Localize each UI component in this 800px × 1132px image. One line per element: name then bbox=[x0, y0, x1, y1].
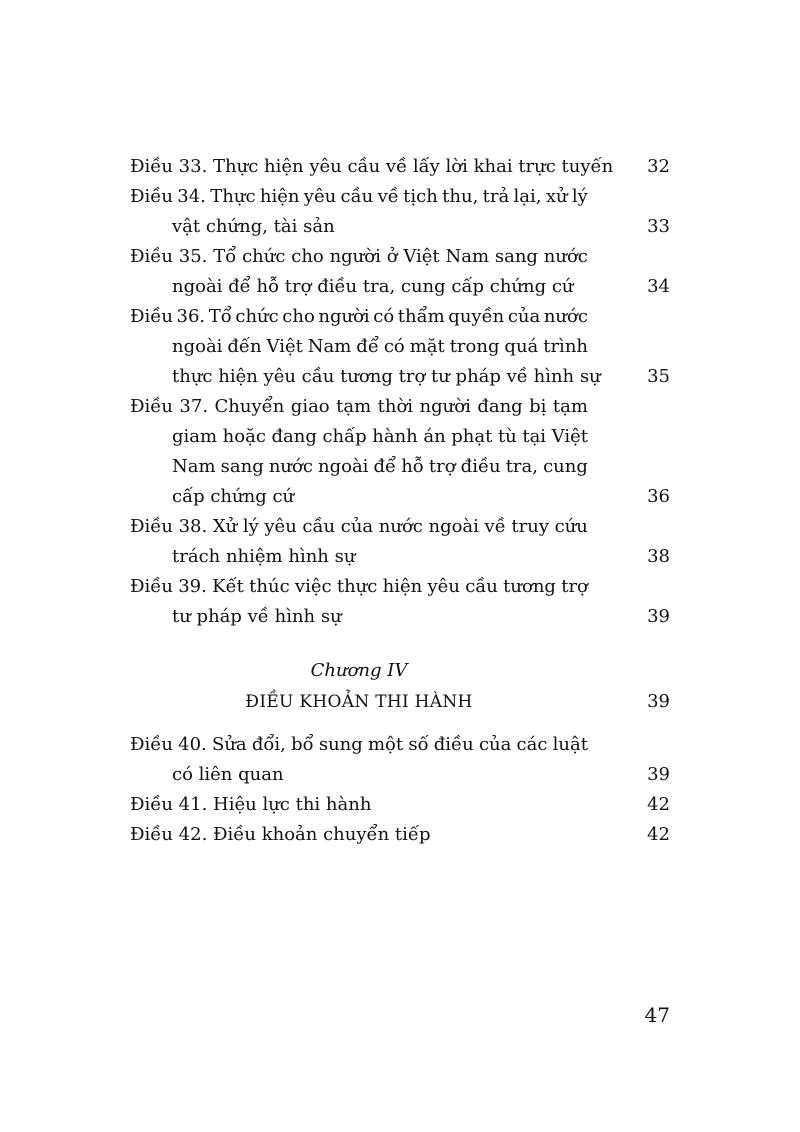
toc-entry-page-number: 39 bbox=[647, 764, 670, 785]
toc-entry-title-line bbox=[130, 392, 670, 422]
toc-entry-text: Điều 33. Thực hiện yêu cầu về lấy lời khai trực tuyến bbox=[130, 156, 614, 177]
toc-entry-continuation-line bbox=[130, 602, 670, 632]
chapter-label: Chương IV bbox=[310, 660, 408, 681]
toc-entry[interactable] bbox=[130, 182, 670, 242]
toc-entry-text: Điều 42. Điều khoản chuyển tiếp bbox=[130, 824, 431, 845]
toc-entry-text: Điều 38. Xử lý yêu cầu của nước ngoài về truy cứu bbox=[130, 516, 588, 537]
toc-entry[interactable] bbox=[130, 572, 670, 632]
toc-entry-title-line bbox=[130, 182, 670, 212]
toc-entry-title-line bbox=[130, 242, 670, 272]
toc-entry-continuation-line bbox=[130, 362, 670, 392]
toc-entry-text: cấp chứng cứ bbox=[172, 486, 295, 507]
toc-entry-text: Điều 39. Kết thúc việc thực hiện yêu cầu tương trợ bbox=[130, 576, 588, 597]
toc-entry-text: Nam sang nước ngoài để hỗ trợ điều tra, cung bbox=[172, 456, 588, 477]
toc-entry-continuation-line bbox=[130, 212, 670, 242]
toc-entry-page-number: 35 bbox=[647, 366, 670, 387]
page-number: 47 bbox=[644, 1003, 670, 1027]
toc-entry-title-line bbox=[130, 820, 670, 850]
toc-entry[interactable] bbox=[130, 730, 670, 790]
toc-entry-page-number: 36 bbox=[647, 486, 670, 507]
toc-entry-title-line bbox=[130, 152, 670, 182]
toc-entry-continuation-line bbox=[130, 482, 670, 512]
toc-entry[interactable] bbox=[130, 820, 670, 850]
toc-entry-continuation-line bbox=[130, 542, 670, 572]
toc-entry-page-number: 42 bbox=[647, 794, 670, 815]
toc-entry-continuation-line bbox=[130, 452, 670, 482]
toc-entry-continuation-line bbox=[130, 422, 670, 452]
toc-entry-text: ngoài đến Việt Nam để có mặt trong quá trình bbox=[172, 336, 588, 357]
toc-entry-text: trách nhiệm hình sự bbox=[172, 546, 356, 567]
toc-entry-text: Điều 40. Sửa đổi, bổ sung một số điều của các luật bbox=[130, 734, 588, 755]
toc-entry[interactable] bbox=[130, 152, 670, 182]
toc-entry-page-number: 39 bbox=[647, 606, 670, 627]
toc-entry-text: Điều 41. Hiệu lực thi hành bbox=[130, 794, 372, 815]
toc-entry-text: Điều 35. Tổ chức cho người ở Việt Nam sang nước bbox=[130, 246, 588, 267]
chapter-page-number: 39 bbox=[647, 691, 670, 712]
toc-entry[interactable] bbox=[130, 242, 670, 302]
toc-list-articles-40-42 bbox=[130, 730, 670, 850]
toc-entry-title-line bbox=[130, 790, 670, 820]
toc-entry-title-line bbox=[130, 572, 670, 602]
toc-entry-page-number: 38 bbox=[647, 546, 670, 567]
toc-entry[interactable] bbox=[130, 512, 670, 572]
toc-entry-continuation-line bbox=[130, 760, 670, 790]
toc-entry-text: Điều 37. Chuyển giao tạm thời người đang bị tạm bbox=[130, 396, 588, 417]
toc-entry-page-number: 34 bbox=[647, 276, 670, 297]
toc-entry-text: tư pháp về hình sự bbox=[172, 606, 342, 627]
toc-entry[interactable] bbox=[130, 790, 670, 820]
toc-entry-page-number: 33 bbox=[647, 216, 670, 237]
toc-entry-title-line bbox=[130, 730, 670, 760]
chapter-title: ĐIỀU KHOẢN THI HÀNH bbox=[245, 692, 473, 712]
toc-entry-text: Điều 36. Tổ chức cho người có thẩm quyền của nước bbox=[130, 306, 588, 327]
toc-entry-text: giam hoặc đang chấp hành án phạt tù tại Việt bbox=[172, 426, 588, 447]
toc-entry-text: ngoài để hỗ trợ điều tra, cung cấp chứng cứ bbox=[172, 276, 574, 297]
toc-entry[interactable] bbox=[130, 392, 670, 512]
toc-entry-text: có liên quan bbox=[172, 764, 284, 785]
toc-entry-page-number: 32 bbox=[647, 156, 670, 177]
toc-entry-text: thực hiện yêu cầu tương trợ tư pháp về hình sự bbox=[172, 366, 601, 387]
toc-entry-continuation-line bbox=[130, 332, 670, 362]
toc-entry-page-number: 42 bbox=[647, 824, 670, 845]
toc-entry[interactable] bbox=[130, 302, 670, 392]
toc-entry-title-line bbox=[130, 512, 670, 542]
toc-entry-text: vật chứng, tài sản bbox=[172, 216, 335, 237]
toc-entry-title-line bbox=[130, 302, 670, 332]
toc-entry-text: Điều 34. Thực hiện yêu cầu về tịch thu, trả lại, xử lý bbox=[130, 186, 588, 207]
toc-list-articles-33-39 bbox=[130, 152, 670, 632]
toc-entry-continuation-line bbox=[130, 272, 670, 302]
